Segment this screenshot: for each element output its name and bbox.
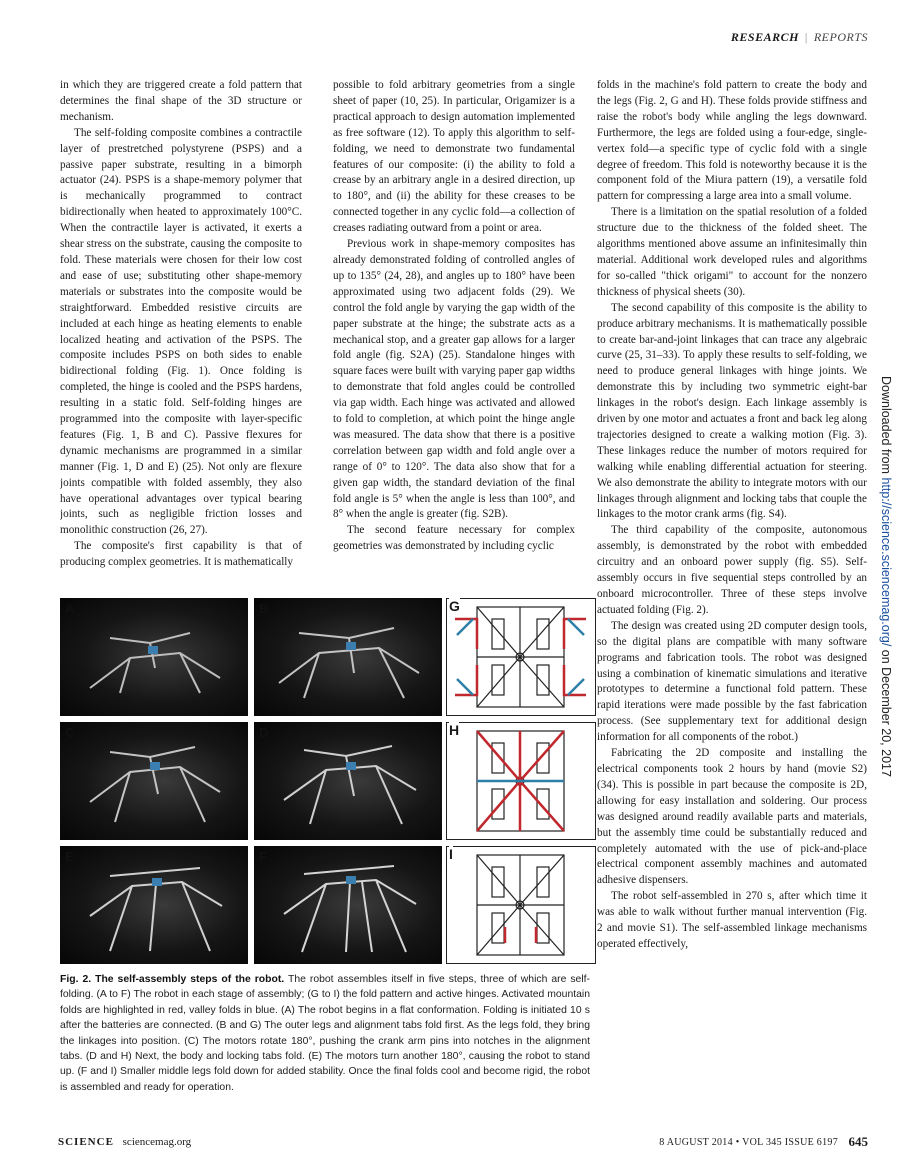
panel-label: E <box>65 849 74 864</box>
paragraph: Fabricating the 2D composite and installing the electrical components took 2 hours by hand (movie S2) (34). This is possible in part because the composite is 2D, allowing for easy installation and soldering. Our process was designed around readily available parts and materials, but the assembly time could be substantially reduced and completely automated with the use of pick-and-place electrical component assembly machines and automated adhesive dispensers. <box>597 747 867 887</box>
paragraph: in which they are triggered create a fold pattern that determines the final shape of the 3D structure or mechanism. <box>60 79 302 123</box>
paragraph: The robot self-assembled in 270 s, after which time it was able to walk without further manual intervention (Fig. 2 and movie S1). The self-assembled linkage mechanisms operated effectively, <box>597 890 867 950</box>
robot-photo <box>254 722 442 840</box>
photo-panel-a <box>60 598 248 716</box>
panel-label: C <box>65 725 75 740</box>
panel-label: F <box>259 849 267 864</box>
page-footer <box>58 1136 868 1154</box>
figure-caption <box>60 972 590 1095</box>
page-number: 645 <box>848 1134 868 1149</box>
fold-pattern-diagram <box>447 723 594 838</box>
figure-2 <box>60 598 590 966</box>
header-separator: | <box>804 30 808 44</box>
panel-label: H <box>449 722 460 738</box>
text-column-2 <box>333 78 575 588</box>
download-link[interactable]: http://science.sciencemag.org/ <box>879 477 893 647</box>
photo-panel-c <box>60 722 248 840</box>
photo-panel-b <box>254 598 442 716</box>
robot-photo <box>60 722 248 840</box>
robot-photo <box>254 846 442 964</box>
fold-pattern-panel-g <box>446 598 596 716</box>
article-type: REPORTS <box>813 30 868 44</box>
paragraph: possible to fold arbitrary geometries from a single sheet of paper (10, 25). In particular, Origamizer is a practical approach to design automation implemented as free software (12). To apply this algorithm to self-folding, we need to demonstrate two fundamental features of our composite: (i) the ability to fold a crease by an arbitrary angle in a desired direction, up to 180°, and (ii) the ability for these creases to be connected together in any cyclic fold—a collection of creases radiating outward from a point or area. <box>333 79 575 235</box>
robot-photo <box>254 598 442 716</box>
panel-label: A <box>65 601 75 616</box>
fold-pattern-diagram <box>447 599 594 714</box>
caption-title: Fig. 2. The self-assembly steps of the robot. <box>60 974 285 985</box>
paragraph: Previous work in shape-memory composites has already demonstrated folding of controlled angles of up to 135° (24, 28), and angles up to 180° have been approximated using two adjacent folds (29). We control the fold angle by varying the gap width of the paper substrate at the hinge; the substrate acts as a mechanical stop, and a greater gap allows for a larger fold angle (fig. S2A) (25). Standalone hinges with square faces were built with varying paper gap widths to demonstrate that fold angles could be controlled via gap width. Each hinge was activated and allowed to fold to completion, at which point the hinge angle was measured. The data show that there is a positive correlation between gap width and fold angle over a range of 0° to 120°. The data also show that for a given gap width, the standard deviation of the final fold angle is 5° when the angle is less than 100°, and 8° when the angle is greater (fig. S2B). <box>333 238 575 521</box>
download-prefix: Downloaded from <box>879 376 893 478</box>
robot-photo <box>60 846 248 964</box>
text-column-1 <box>60 78 302 588</box>
running-header <box>58 30 868 48</box>
panel-label: I <box>449 846 453 862</box>
text-column-3 <box>597 78 867 1123</box>
journal-site: sciencemag.org <box>122 1136 192 1148</box>
panel-label: B <box>259 601 269 616</box>
paragraph: There is a limitation on the spatial resolution of a folded structure due to the thickness of the folded sheet. The algorithms mentioned above assume an infinitesimally thin material. Additional work developed rules and algorithms for so-called "thick origami" to account for the nonzero thickness of physical sheets (30). <box>597 206 867 298</box>
download-suffix: on December 20, 2017 <box>879 646 893 777</box>
paragraph: The composite's first capability is that of producing complex geometries. It is mathematically <box>60 540 302 569</box>
paragraph: folds in the machine's fold pattern to create the body and the legs (Fig. 2, G and H). These folds provide stiffness and raise the robot's body while angling the legs downward. Furthermore, the legs are folded using a four-edge, single-vertex fold—a specific type of cyclic fold with a single degree of freedom. This fold is noteworthy because it is the component fold of the Miura pattern (19), a versatile fold pattern for compressing a large area into a small volume. <box>597 79 867 203</box>
paragraph: The design was created using 2D computer design tools, so the digital plans are compatible with many software programs and fabrication tools. The robot was designed using a combination of kinematic simulations and iterative prototypes to determine a functional fold pattern. These rapid iterations were made possible by the fast fabrication process. (See supplementary text for additional design information for all components of the robot.) <box>597 619 867 744</box>
caption-text: The robot assembles itself in five steps, three of which are self-folding. (A to F) The robot in each stage of assembly; (G to I) the fold pattern and active hinges. Activated mountain folds are highlighted in red, valley folds in blue. (A) The robot begins in a flat conformation. Folding is initiated 10 s after the batteries are connected. (B and G) The outer legs and alignment tabs fold first. As the legs fold, they bring the linkages into position. (C) The motors rotate 180°, pushing the crank arm pins into notches in the alignment tabs. (D and H) Next, the body and locking tabs fold. (E) The motors turn another 180°, causing the robot to stand up. (F and I) Smaller middle legs fold down for added stability. Once the final folds cool and become rigid, the robot is assembled and ready for operation. <box>60 974 590 1093</box>
paragraph: The third capability of the composite, autonomous assembly, is demonstrated by the robot with embedded circuitry and an onboard power supply (fig. S5). Self-assembly occurs in five sequential steps controlled by an onboard microcontroller. Three of these steps involve actuated folding (Fig. 2). <box>597 524 867 616</box>
paragraph: The second capability of this composite is the ability to produce arbitrary mechanisms. It is mathematically possible to create bar-and-joint linkages that can trace any algebraic curve (25, 31–33). To apply these results to self-folding, we need to produce general linkages with hinge joints. We demonstrate this by including two symmetric eight-bar linkages in the robot's design. Each linkage assembly is driven by one motor and actuates a front and back leg along trajectories designed to create a walking motion (Fig. 3). These linkages reduce the number of motors required for walking while enabling differential actuation for steering. We also demonstrate the ability to integrate motors with our linkages through alignment and locking tabs that couple the linkages to the motor crank arms (fig. S4). <box>597 301 867 521</box>
photo-panel-e <box>60 846 248 964</box>
paragraph: The second feature necessary for complex geometries was demonstrated by including cyclic <box>333 524 575 553</box>
fold-pattern-panel-i <box>446 846 596 964</box>
robot-photo <box>60 598 248 716</box>
panel-label: D <box>259 725 269 740</box>
issue-info: 8 AUGUST 2014 • VOL 345 ISSUE 6197 <box>659 1137 838 1148</box>
panel-label: G <box>449 598 460 614</box>
photo-panel-d <box>254 722 442 840</box>
fold-pattern-panel-h <box>446 722 596 840</box>
photo-panel-f <box>254 846 442 964</box>
journal-name: SCIENCE <box>58 1136 114 1148</box>
section-label: RESEARCH <box>730 30 799 44</box>
fold-pattern-diagram <box>447 847 594 962</box>
paragraph: The self-folding composite combines a contractile layer of prestretched polystyrene (PSPS) and a passive paper substrate, resulting in a bimorph actuator (24). PSPS is a shape-memory polymer that is mechanically programmed to contract bidirectionally when heated to approximately 100°C. When the contractile layer is activated, it exerts a shear stress on the substrate, causing the composite to fold. These materials were chosen for their low cost and ease of use; substituting other shape-memory materials or substrates into the composite would be straightforward. Embedded resistive circuits are included at each hinge as heating elements to enable localized heating and activation of the PSPS. The composite includes PSPS on both sides to enable bidirectional folding (Fig. 1). Once folding is completed, the hinge is cooled and the PSPS hardens, resulting in a static fold. Self-folding hinges are programmed into the composite with layer-specific features (Fig. 1, B and C). Passive flexures for dynamic mechanisms are programmed in a similar manner (Fig. 1, D and E) (25). Not only are flexure joints compatible with folded assembly, they also have operational advantages over typical bearing joints, such as negligible friction losses and monolithic construction (26, 27). <box>60 126 302 537</box>
download-notice <box>879 376 893 896</box>
